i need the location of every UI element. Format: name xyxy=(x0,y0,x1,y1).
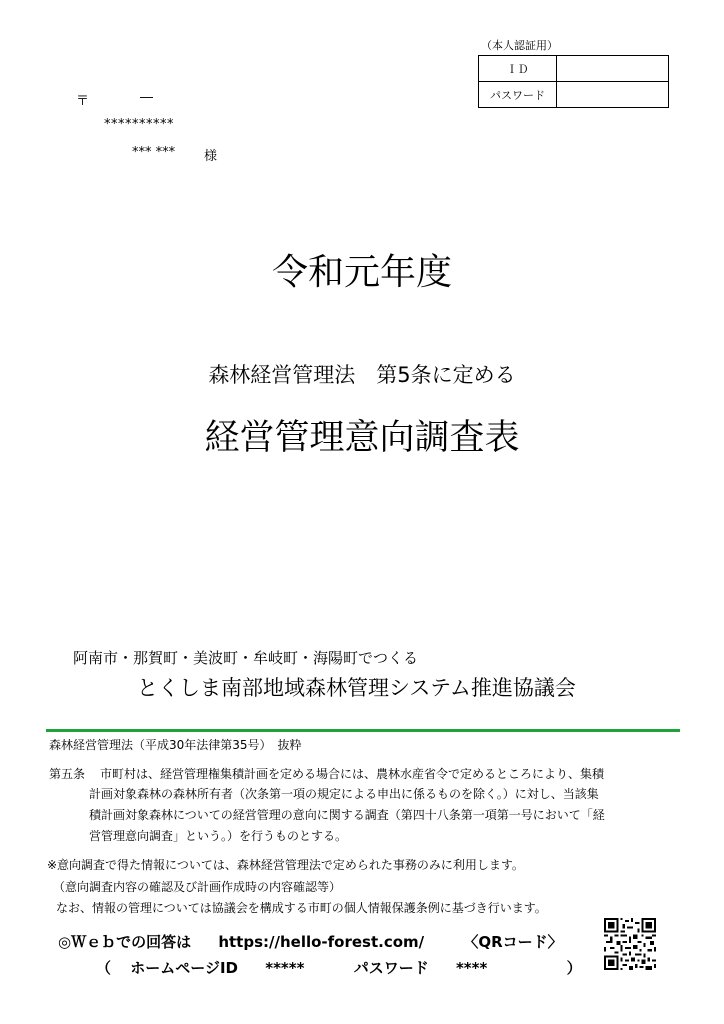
auth-password-label: パスワード xyxy=(479,82,557,108)
postal-mark: 〒 xyxy=(76,94,90,109)
article-line: 市町村は、経営管理権集積計画を定める場合には、農林水産省令で定めるところにより、集積 xyxy=(100,767,605,781)
green-divider xyxy=(46,729,680,732)
article-line: 計画対象森林の森林所有者（次条第一項の規定による申出に係るものを除く。）に対し、当該集 xyxy=(89,787,599,801)
auth-id-label: ＩＤ xyxy=(479,56,557,82)
open-paren: （ xyxy=(96,959,112,977)
article-line: 営管理意向調査」という。）を行うものとする。 xyxy=(89,829,348,843)
article-label: 第五条 xyxy=(49,767,86,781)
web-password-label: パスワード xyxy=(353,959,429,977)
law-subtitle: 森林経営管理法 第5条に定める xyxy=(208,363,516,387)
main-title: 経営管理意向調査表 xyxy=(204,418,520,458)
auth-password-row xyxy=(479,82,669,108)
address-line: ********** xyxy=(104,117,174,132)
auth-id-row xyxy=(479,56,669,82)
privacy-notice-line: ※意向調査で得た情報については、森林経営管理法で定められた事務のみに利用します。 xyxy=(47,858,524,872)
qr-code-label: 〈QRコード〉 xyxy=(463,933,563,951)
auth-password-value xyxy=(557,82,669,108)
council-name: とくしま南部地域森林管理システム推進協議会 xyxy=(137,676,576,700)
web-answer-line xyxy=(58,931,563,952)
privacy-notice-line: （意向調査内容の確認及び計画作成時の内容確認等） xyxy=(53,880,342,894)
municipalities-line: 阿南市・那賀町・美波町・牟岐町・海陽町でつくる xyxy=(73,649,419,667)
homepage-id-value: ***** xyxy=(265,959,305,977)
web-credentials-line xyxy=(96,957,582,978)
close-paren: ） xyxy=(566,959,582,977)
excerpt-title: 森林経営管理法（平成30年法律第35号） 抜粋 xyxy=(49,738,302,752)
auth-table xyxy=(478,55,669,108)
honorific: 様 xyxy=(204,149,218,164)
qr-code-icon[interactable] xyxy=(604,918,656,970)
era-title: 令和元年度 xyxy=(271,252,452,293)
auth-id-value xyxy=(557,56,669,82)
privacy-notice-line: なお、情報の管理については協議会を構成する市町の個人情報保護条例に基づき行います。 xyxy=(56,901,547,915)
auth-caption: （本人認証用） xyxy=(481,39,558,52)
article-line: 積計画対象森林についての経営管理の意向に関する調査（第四十八条第一項第一号において「経 xyxy=(89,808,605,822)
web-url-link[interactable]: https://hello-forest.com/ xyxy=(218,933,425,951)
recipient-name: *** *** xyxy=(132,145,176,160)
web-answer-label: ◎Ｗｅｂでの回答は xyxy=(58,933,192,951)
postal-dash: ― xyxy=(140,90,153,105)
homepage-id-label: ホームページID xyxy=(130,959,238,977)
web-password-value: **** xyxy=(455,959,488,977)
